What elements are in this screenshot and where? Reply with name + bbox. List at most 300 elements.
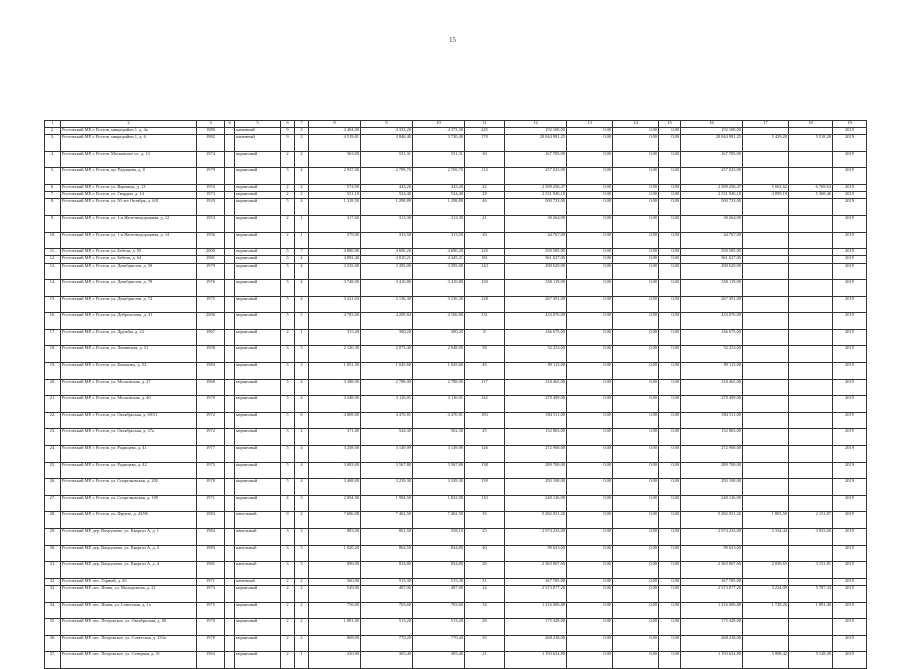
table-cell: 1 xyxy=(295,215,309,232)
table-cell: 21 xyxy=(465,652,505,669)
table-cell: кирпичный xyxy=(235,184,281,191)
table-cell: 1968 xyxy=(197,379,225,396)
table-cell: 318 465,00 xyxy=(505,379,567,396)
table-cell xyxy=(789,128,833,135)
table-cell: 4 869,00 xyxy=(309,412,361,429)
table-cell: 0,00 xyxy=(613,263,659,280)
table-cell: 20. xyxy=(45,379,61,396)
table-cell: 1971 xyxy=(197,578,225,585)
table-cell: 549,00 xyxy=(309,585,361,602)
table-cell: 433 076,00 xyxy=(505,313,567,330)
table-cell: 4 xyxy=(295,280,309,297)
table-cell: 5 234,09 xyxy=(743,585,789,602)
table-cell: 1978 xyxy=(197,635,225,652)
table-cell: 2019 xyxy=(833,446,867,463)
page-number: 15 xyxy=(449,36,456,44)
table-cell: 0,00 xyxy=(567,128,613,135)
table-cell: 23. xyxy=(45,429,61,446)
table-cell: 3 239,30 xyxy=(361,479,413,496)
table-cell: 0,00 xyxy=(613,429,659,446)
table-cell: кирпичный xyxy=(235,199,281,216)
table-row xyxy=(45,128,867,135)
table-cell: 19. xyxy=(45,363,61,380)
table-cell: 167 785,00 xyxy=(505,151,567,168)
table-cell: 3 388,00 xyxy=(309,379,361,396)
table-cell: 2019 xyxy=(833,263,867,280)
column-number: 1 xyxy=(45,121,61,128)
table-cell xyxy=(743,215,789,232)
table-cell: 4 810,21 xyxy=(361,256,413,263)
table-cell: 3 xyxy=(281,429,295,446)
table-cell: 2 xyxy=(281,585,295,602)
table-cell: кирпичный xyxy=(235,329,281,346)
table-cell xyxy=(225,495,235,512)
table-cell: 384 511,00 xyxy=(681,412,743,429)
table-cell xyxy=(743,249,789,256)
table-cell xyxy=(743,578,789,585)
table-cell: 4 166,80 xyxy=(413,313,465,330)
table-cell: кирпичный xyxy=(235,346,281,363)
table-cell: 2 974 233,00 xyxy=(681,529,743,546)
column-number: 11 xyxy=(465,121,505,128)
table-cell xyxy=(789,313,833,330)
table-cell: 7 462,50 xyxy=(361,512,413,529)
table-cell: 21 xyxy=(465,215,505,232)
table-cell: 14. xyxy=(45,280,61,297)
table-cell: 2019 xyxy=(833,128,867,135)
table-cell: 1 803,50 xyxy=(743,512,789,529)
column-number: 10 xyxy=(413,121,465,128)
table-row xyxy=(45,512,867,529)
table-cell: 3 151,81 xyxy=(789,562,833,579)
table-cell: 4 783,00 xyxy=(309,313,361,330)
table-cell: 293 108,00 xyxy=(505,479,567,496)
address-cell: Ростовский МР, г. Ростов, ул. Радищева, д. 41 xyxy=(61,446,197,463)
address-cell: Ростовский МР, г. Ростов, ул. Радищева, д. 42 xyxy=(61,462,197,479)
table-cell: 3 136,30 xyxy=(361,296,413,313)
table-cell: 0,00 xyxy=(613,184,659,191)
table-cell: 1 881,00 xyxy=(309,619,361,636)
table-cell xyxy=(743,128,789,135)
table-cell: 3 334,44 xyxy=(743,529,789,546)
address-cell: Ростовский МР, г. Ростов, ул. Фрунзе, д. 43/96 xyxy=(61,512,197,529)
table-cell: кирпичный xyxy=(235,462,281,479)
table-cell: 500 733,00 xyxy=(681,199,743,216)
table-cell: 2 xyxy=(295,429,309,446)
table-cell: 0,00 xyxy=(613,232,659,249)
table-cell: 703,60 xyxy=(361,602,413,619)
address-cell: Ростовский МР, г. Ростов, ул. Декабристов, д. 78 xyxy=(61,280,197,297)
table-cell: кирпичный xyxy=(235,168,281,185)
table-cell: 4 470,81 xyxy=(361,412,413,429)
table-cell: 0,00 xyxy=(567,619,613,636)
table-cell xyxy=(789,479,833,496)
table-cell: 2019 xyxy=(833,652,867,669)
table-cell: 317,60 xyxy=(309,215,361,232)
table-cell: 2 573 077,20 xyxy=(505,585,567,602)
table-cell: 2 573 077,20 xyxy=(681,585,743,602)
table-cell xyxy=(743,495,789,512)
table-cell: 3 xyxy=(295,545,309,562)
table-cell: 9 xyxy=(281,135,295,152)
address-cell: Ростовский МР, г. Ростов, микрорайон 1, д. 4а xyxy=(61,128,197,135)
table-cell xyxy=(225,313,235,330)
table-cell xyxy=(743,199,789,216)
table-cell: 2019 xyxy=(833,635,867,652)
table-cell: 1 193 632,80 xyxy=(681,652,743,669)
table-cell: 2019 xyxy=(833,462,867,479)
table-cell: 2 xyxy=(281,578,295,585)
table-cell xyxy=(789,619,833,636)
table-cell: 142 xyxy=(465,396,505,413)
table-cell xyxy=(225,280,235,297)
table-cell: 2 xyxy=(295,635,309,652)
column-number: 15 xyxy=(659,121,681,128)
table-cell xyxy=(225,635,235,652)
table-cell: 2 xyxy=(295,184,309,191)
table-cell: 0,00 xyxy=(613,602,659,619)
table-cell: 1981 xyxy=(197,562,225,579)
table-cell: 2019 xyxy=(833,379,867,396)
table-row xyxy=(45,192,867,199)
table-cell: 550 585,00 xyxy=(505,249,567,256)
table-cell: 5 xyxy=(295,313,309,330)
table-cell: 5 xyxy=(281,379,295,396)
table-cell: 0,00 xyxy=(659,562,681,579)
table-cell: 1970 xyxy=(197,619,225,636)
table-cell: 0,00 xyxy=(567,151,613,168)
table-cell: 0,00 xyxy=(659,296,681,313)
table-cell: 1953 xyxy=(197,184,225,191)
address-cell: Ростовский МР, пос. Горный, д. 2б xyxy=(61,578,197,585)
table-cell: 313,30 xyxy=(413,215,465,232)
table-cell: 2019 xyxy=(833,363,867,380)
table-cell: 0,00 xyxy=(567,635,613,652)
table-cell: 2. xyxy=(45,128,61,135)
table-cell: 443,20 xyxy=(413,184,465,191)
table-cell: 3 xyxy=(295,495,309,512)
table-cell: кирпичный xyxy=(235,296,281,313)
table-cell: 2019 xyxy=(833,296,867,313)
table-cell: 0,00 xyxy=(613,256,659,263)
table-cell: 1970 xyxy=(197,396,225,413)
table-cell: 270 499,00 xyxy=(681,396,743,413)
table-cell: 0,00 xyxy=(659,263,681,280)
address-cell: Ростовский МР, г. Ростов, ул. Гвардии, д. 14 xyxy=(61,192,197,199)
table-cell: 2 363 007,60 xyxy=(681,562,743,579)
table-cell: 2 531 940,18 xyxy=(505,192,567,199)
table-row xyxy=(45,635,867,652)
table-cell: 0,00 xyxy=(659,462,681,479)
table-cell xyxy=(225,346,235,363)
table-cell: кирпичный xyxy=(235,215,281,232)
table-cell: 0,00 xyxy=(567,249,613,256)
table-cell: 29. xyxy=(45,529,61,546)
table-cell: 3 395,00 xyxy=(361,263,413,280)
table-row xyxy=(45,296,867,313)
column-number: 13 xyxy=(567,121,613,128)
table-cell xyxy=(743,446,789,463)
table-cell: 7 686,08 xyxy=(309,512,361,529)
table-cell: 0,00 xyxy=(567,232,613,249)
table-cell: 0,00 xyxy=(613,249,659,256)
table-cell: кирпичный xyxy=(235,652,281,669)
table-cell: 524,40 xyxy=(413,192,465,199)
table-cell: панельный xyxy=(235,545,281,562)
table-cell: 0,00 xyxy=(659,619,681,636)
table-cell: 2 xyxy=(281,232,295,249)
table-cell: 2 xyxy=(295,585,309,602)
table-cell: 2019 xyxy=(833,313,867,330)
table-row xyxy=(45,619,867,636)
table-cell: 0,00 xyxy=(659,578,681,585)
table-cell: 1956 xyxy=(197,232,225,249)
table-cell xyxy=(743,462,789,479)
table-cell: 1983 xyxy=(197,545,225,562)
table-cell: 2019 xyxy=(833,412,867,429)
table-cell: 0,00 xyxy=(659,329,681,346)
table-cell: 20 844 981,25 xyxy=(505,135,567,152)
table-cell xyxy=(225,151,235,168)
column-number: 16 xyxy=(681,121,743,128)
table-cell: 8. xyxy=(45,199,61,216)
table-cell: 1971 xyxy=(197,495,225,512)
table-cell: кирпичный xyxy=(235,313,281,330)
table-cell: 0,00 xyxy=(567,363,613,380)
table-cell: кирпичный xyxy=(235,412,281,429)
table-cell: 2 048,00 xyxy=(413,346,465,363)
table-cell: 0,00 xyxy=(659,412,681,429)
address-cell: Ростовский МР, г. Ростов, ул. Октябрьская, д. 69/31 xyxy=(61,412,197,429)
table-cell: 1 298,89 xyxy=(361,199,413,216)
table-cell: 2019 xyxy=(833,215,867,232)
table-cell: 150 xyxy=(465,280,505,297)
address-cell: Ростовский МР, г. Ростов, ул. Декабристов, д. 50 xyxy=(61,263,197,280)
table-cell: 524,40 xyxy=(361,192,413,199)
table-cell: 3 149,09 xyxy=(413,446,465,463)
table-cell: 192 100,00 xyxy=(681,128,743,135)
table-cell: 350 119,00 xyxy=(505,280,567,297)
address-cell: Ростовский МР, г. Ростов, ул. Коммуны, д. 52 xyxy=(61,363,197,380)
table-cell: 2 120,30 xyxy=(309,346,361,363)
table-cell xyxy=(789,232,833,249)
table-cell: 384 511,00 xyxy=(505,412,567,429)
table-row xyxy=(45,249,867,256)
table-cell: 0,00 xyxy=(659,545,681,562)
address-cell: Ростовский МР, г. Ростов, ул. Ленинская, д. 51 xyxy=(61,346,197,363)
table-cell: 2019 xyxy=(833,135,867,152)
table-cell: 531,31 xyxy=(361,151,413,168)
table-cell xyxy=(789,635,833,652)
table-cell: 4 470,81 xyxy=(413,412,465,429)
table-cell xyxy=(743,346,789,363)
table-cell: 4 445,21 xyxy=(413,256,465,263)
table-cell xyxy=(225,329,235,346)
table-cell: 513,20 xyxy=(413,619,465,636)
table-cell: панельный xyxy=(235,562,281,579)
table-cell: 0,00 xyxy=(567,192,613,199)
table-cell: 1981 xyxy=(197,256,225,263)
table-cell: 558,10 xyxy=(413,529,465,546)
table-cell: 361 637,00 xyxy=(681,256,743,263)
table-cell: 3 xyxy=(281,529,295,546)
table-cell: 0,00 xyxy=(659,363,681,380)
table-cell: 0,00 xyxy=(567,135,613,152)
table-row xyxy=(45,215,867,232)
table-cell: 2 788,00 xyxy=(413,379,465,396)
table-cell: 2000 xyxy=(197,249,225,256)
table-cell: 5. xyxy=(45,168,61,185)
table-cell xyxy=(743,429,789,446)
table-cell: 2 xyxy=(281,635,295,652)
table-cell: 3 321,03 xyxy=(309,296,361,313)
table-cell: кирпичный xyxy=(235,379,281,396)
table-cell: 0,00 xyxy=(659,379,681,396)
table-cell: 379,00 xyxy=(309,232,361,249)
table-cell: 5 xyxy=(281,296,295,313)
table-cell: 30. xyxy=(45,545,61,562)
table-cell: 3 116,01 xyxy=(413,396,465,413)
table-cell: 31. xyxy=(45,562,61,579)
table-cell: 4 690,20 xyxy=(361,249,413,256)
table-cell: 28 xyxy=(465,192,505,199)
table-cell: 0,00 xyxy=(659,602,681,619)
table-cell: 513,20 xyxy=(361,619,413,636)
table-cell: 5 128,49 xyxy=(789,652,833,669)
table-cell: 2 xyxy=(295,578,309,585)
table-cell: 2 xyxy=(295,151,309,168)
table-cell: 270 499,00 xyxy=(505,396,567,413)
table-cell: кирпичный xyxy=(235,585,281,602)
column-number-row xyxy=(45,121,867,128)
table-cell: 272 968,00 xyxy=(681,446,743,463)
table-cell: 6. xyxy=(45,184,61,191)
table-cell: 0,00 xyxy=(659,256,681,263)
table-cell: 2019 xyxy=(833,529,867,546)
table-cell: 34 xyxy=(465,602,505,619)
table-cell: 0,00 xyxy=(567,256,613,263)
table-cell: 0,00 xyxy=(567,396,613,413)
table-cell xyxy=(789,396,833,413)
column-number: 6 xyxy=(281,121,295,128)
table-cell: 4 xyxy=(295,168,309,185)
table-cell: 22. xyxy=(45,412,61,429)
table-cell: 0,00 xyxy=(613,635,659,652)
table-cell: 131 xyxy=(465,313,505,330)
table-cell: 16. xyxy=(45,313,61,330)
table-cell: 300,20 xyxy=(413,329,465,346)
table-cell: 3. xyxy=(45,135,61,152)
table-cell xyxy=(225,652,235,669)
table-cell xyxy=(225,412,235,429)
table-cell: 2019 xyxy=(833,168,867,185)
table-row xyxy=(45,412,867,429)
table-cell: 305,40 xyxy=(361,652,413,669)
table-cell xyxy=(225,585,235,602)
address-cell: Ростовский МР, г. Ростов, ул. Бебеля, д. 64 xyxy=(61,256,197,263)
table-cell: кирпичный xyxy=(235,363,281,380)
table-cell: 139 xyxy=(465,479,505,496)
table-cell: 0,00 xyxy=(659,396,681,413)
table-row xyxy=(45,462,867,479)
table-row xyxy=(45,263,867,280)
table-cell xyxy=(225,479,235,496)
table-cell: 2 363 007,60 xyxy=(505,562,567,579)
table-cell xyxy=(789,215,833,232)
table-cell: 1975 xyxy=(197,602,225,619)
table-cell: 2 xyxy=(281,619,295,636)
table-cell: 3 258,00 xyxy=(309,446,361,463)
table-cell: 864,50 xyxy=(361,545,413,562)
table-cell: кирпичный xyxy=(235,232,281,249)
table-cell: 268 238,00 xyxy=(681,635,743,652)
table-cell: 3 xyxy=(281,363,295,380)
table-cell: 272 968,00 xyxy=(505,446,567,463)
table-cell xyxy=(789,346,833,363)
table-cell: 26. xyxy=(45,479,61,496)
table-cell: 152 863,00 xyxy=(505,429,567,446)
table-cell: 0,00 xyxy=(567,199,613,216)
column-number: 18 xyxy=(789,121,833,128)
table-cell: 0,00 xyxy=(659,429,681,446)
table-cell: 2019 xyxy=(833,495,867,512)
table-cell xyxy=(789,280,833,297)
table-cell xyxy=(225,602,235,619)
table-cell: 3 933,00 xyxy=(789,529,833,546)
table-cell: 25. xyxy=(45,462,61,479)
table-cell: 5 282 931,20 xyxy=(505,512,567,529)
table-cell: 52 253,00 xyxy=(681,346,743,363)
table-cell: 770,20 xyxy=(413,635,465,652)
table-cell: 120 xyxy=(465,249,505,256)
table-cell: 1 xyxy=(295,652,309,669)
table-cell: 2 531 940,18 xyxy=(681,192,743,199)
table-cell: 3 720,40 xyxy=(413,135,465,152)
table-cell: 2 xyxy=(281,329,295,346)
table-cell: каменный xyxy=(235,135,281,152)
table-cell: 3 908,42 xyxy=(743,652,789,669)
table-cell: 0,00 xyxy=(659,512,681,529)
table-cell: 13. xyxy=(45,263,61,280)
table-cell: 0,00 xyxy=(613,462,659,479)
table-cell: 0,00 xyxy=(659,313,681,330)
table-cell: 531,31 xyxy=(413,151,465,168)
table-cell: 167 785,00 xyxy=(681,578,743,585)
table-cell xyxy=(225,578,235,585)
table-cell: 5 xyxy=(281,396,295,413)
table-cell: 28. xyxy=(45,512,61,529)
table-cell: 2 788,00 xyxy=(361,379,413,396)
table-cell: 0,00 xyxy=(659,232,681,249)
table-cell: 0,00 xyxy=(567,184,613,191)
table-cell xyxy=(743,296,789,313)
table-row xyxy=(45,329,867,346)
table-cell: 3 410,80 xyxy=(413,280,465,297)
table-cell xyxy=(225,363,235,380)
table-cell: 502,30 xyxy=(413,429,465,446)
table-cell: 146 675,00 xyxy=(681,329,743,346)
table-cell: 3 395,00 xyxy=(413,263,465,280)
table-cell: 0,00 xyxy=(567,578,613,585)
table-cell: 3 348,00 xyxy=(309,396,361,413)
table-cell: 1 045,60 xyxy=(413,363,465,380)
table-cell xyxy=(225,199,235,216)
table-cell: 183 xyxy=(465,412,505,429)
table-cell xyxy=(225,429,235,446)
table-cell: 4 xyxy=(295,379,309,396)
table-row xyxy=(45,363,867,380)
table-cell: 305,40 xyxy=(413,652,465,669)
